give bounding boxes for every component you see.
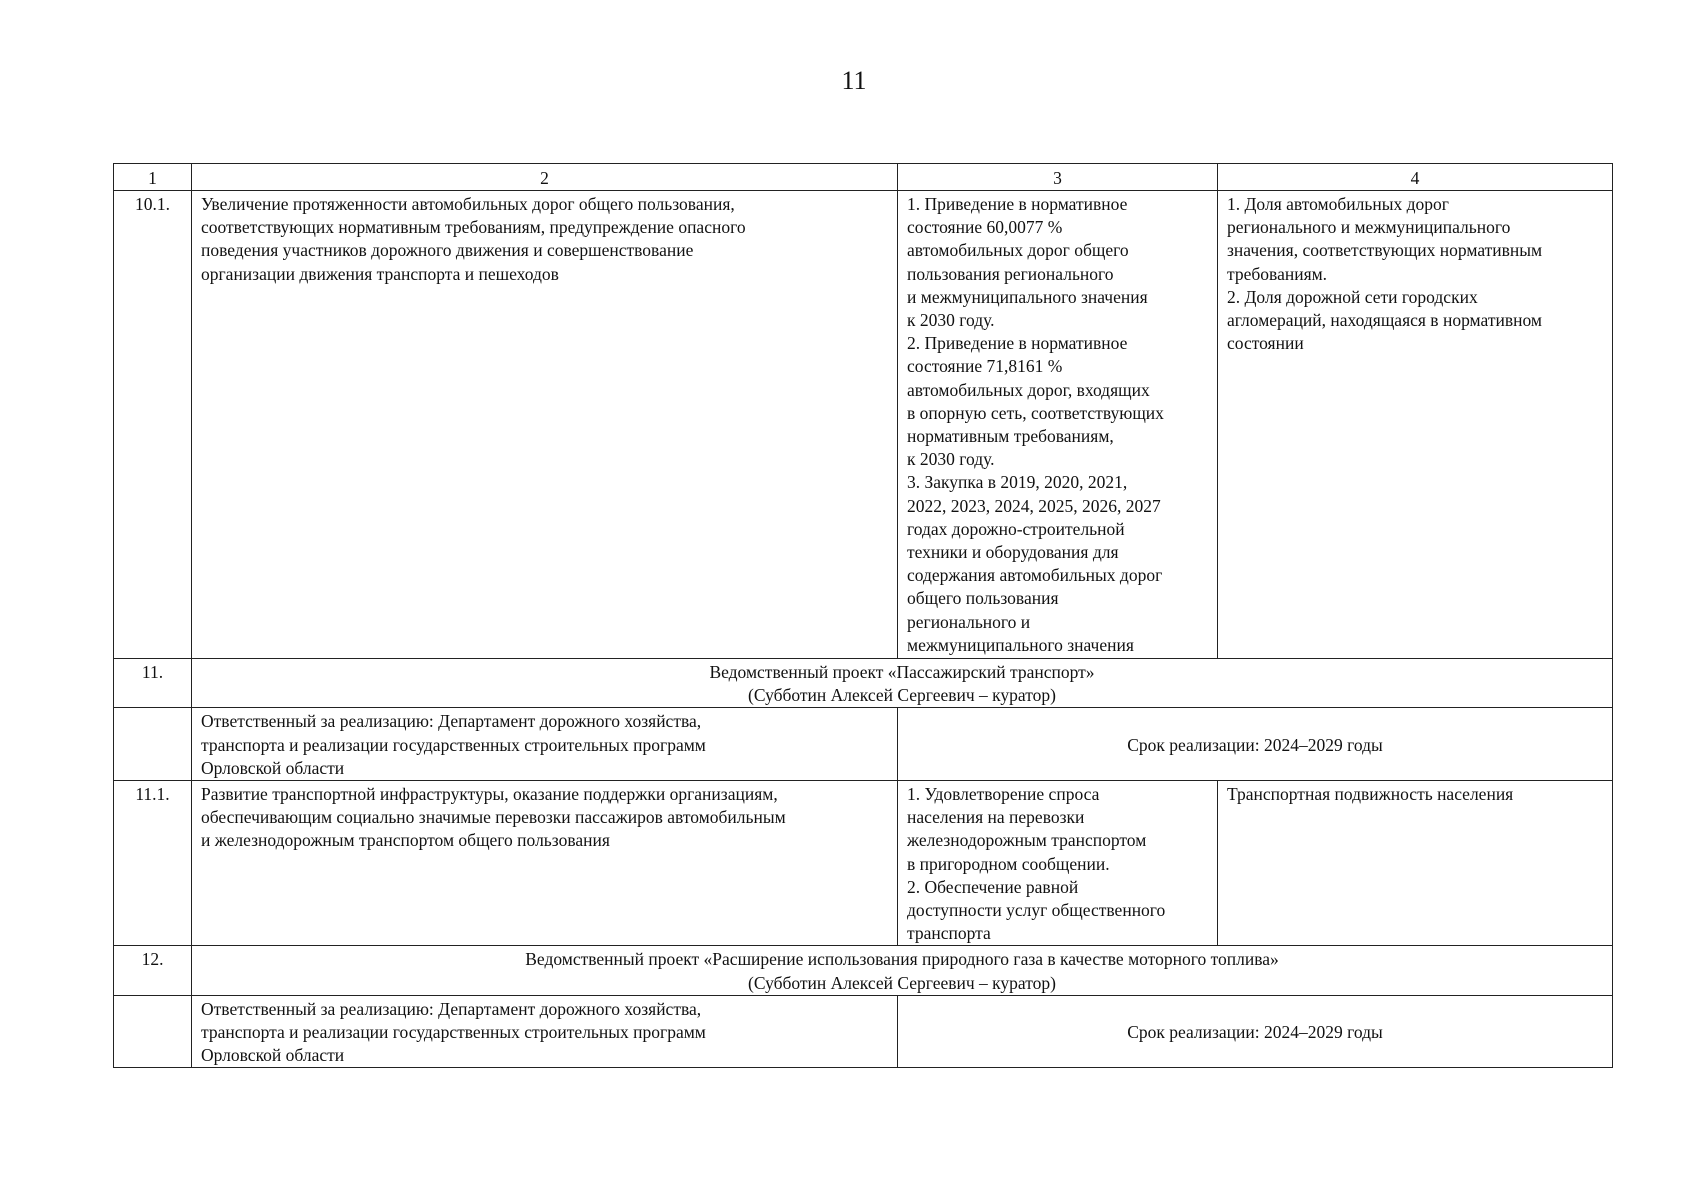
text-line: 1. Приведение в нормативное [907, 194, 1128, 214]
header-col-3: 3 [898, 164, 1218, 191]
text-line: состояние 71,8161 % [907, 356, 1063, 377]
text-line: пользования регионального [907, 263, 1114, 284]
text-line: транспорта и реализации государственных строительных программ [201, 734, 706, 755]
text-line: обеспечивающим социально значимые перевозки пассажиров автомобильным [201, 807, 786, 828]
text-line: и межмуниципального значения [907, 286, 1148, 307]
row-number: 12. [114, 946, 192, 995]
text-line: агломераций, находящаяся в нормативном [1227, 310, 1542, 331]
text-line: соответствующих нормативным требованиям, предупреждение опасного [201, 217, 746, 238]
measure-description [192, 191, 898, 659]
project-11-responsible-row [114, 708, 1613, 781]
text-line: поведения участников дорожного движения и совершенствование [201, 240, 694, 261]
indicators [1218, 191, 1613, 659]
row-number: 11.1. [114, 781, 192, 946]
project-title [192, 659, 1613, 708]
text-line: значения, соответствующих нормативным [1227, 240, 1543, 261]
header-row [114, 164, 1613, 191]
text-line: Орловской области [201, 1045, 345, 1066]
text-line: регионального и [907, 611, 1031, 632]
implementation-term: Срок реализации: 2024–2029 годы [898, 995, 1613, 1068]
expected-results [898, 191, 1218, 659]
text-line: Развитие транспортной инфраструктуры, оказание поддержки организациям, [201, 784, 778, 805]
text-line: и железнодорожным транспортом общего пользования [201, 830, 610, 851]
text-line: к 2030 году. [907, 449, 995, 470]
row-number: 11. [114, 659, 192, 708]
text-line: состояние 60,0077 % [907, 217, 1063, 238]
project-name: Ведомственный проект «Пассажирский транспорт» [709, 662, 1095, 682]
text-line: 2. Приведение в нормативное [907, 333, 1128, 354]
text-line: Увеличение протяженности автомобильных дорог общего пользования, [201, 194, 735, 214]
text-line: 1. Доля автомобильных дорог [1227, 194, 1449, 214]
text-line: железнодорожным транспортом [907, 830, 1147, 851]
implementation-term: Срок реализации: 2024–2029 годы [898, 708, 1613, 781]
measure-description [192, 781, 898, 946]
text-line: автомобильных дорог общего [907, 240, 1129, 261]
text-line: в опорную сеть, соответствующих [907, 402, 1164, 423]
text-line: нормативным требованиям, [907, 426, 1114, 447]
row-number: 10.1. [114, 191, 192, 659]
responsible-body [192, 708, 898, 781]
text-line: 2. Доля дорожной сети городских [1227, 286, 1478, 307]
text-line: межмуниципального значения [907, 634, 1134, 655]
row-11-1 [114, 781, 1613, 946]
empty-cell [114, 995, 192, 1068]
row-10-1 [114, 191, 1613, 659]
text-line: доступности услуг общественного [907, 900, 1166, 921]
text-line: Ответственный за реализацию: Департамент дорожного хозяйства, [201, 711, 702, 732]
text-line: автомобильных дорог, входящих [907, 379, 1150, 400]
text-line: 2. Обеспечение равной [907, 876, 1079, 897]
project-name: Ведомственный проект «Расширение использования природного газа в качестве моторного топлива» [525, 949, 1279, 970]
text-line: Ответственный за реализацию: Департамент дорожного хозяйства, [201, 998, 702, 1019]
text-line: населения на перевозки [907, 807, 1085, 828]
project-12-responsible-row [114, 995, 1613, 1068]
text-line: состоянии [1227, 333, 1304, 354]
text-line: общего пользования [907, 588, 1059, 609]
project-12-title-row [114, 946, 1613, 995]
expected-results [898, 781, 1218, 946]
responsible-body [192, 995, 898, 1068]
text-line: регионального и межмуниципального [1227, 217, 1511, 238]
text-line: 1. Удовлетворение спроса [907, 784, 1100, 805]
indicators [1218, 781, 1613, 946]
text-line: годах дорожно-строительной [907, 518, 1125, 539]
project-11-title-row [114, 659, 1613, 708]
text-line: к 2030 году. [907, 310, 995, 331]
page-number: 11 [841, 66, 867, 95]
empty-cell [114, 708, 192, 781]
text-line: Транспортная подвижность населения [1227, 784, 1514, 805]
text-line: содержания автомобильных дорог [907, 565, 1163, 586]
text-line: транспорта и реализации государственных строительных программ [201, 1022, 706, 1043]
project-curator: (Субботин Алексей Сергеевич – куратор) [748, 685, 1056, 706]
header-col-4: 4 [1218, 164, 1613, 191]
text-line: организации движения транспорта и пешеходов [201, 263, 559, 284]
text-line: 3. Закупка в 2019, 2020, 2021, [907, 472, 1128, 493]
text-line: техники и оборудования для [907, 542, 1119, 563]
header-col-2: 2 [192, 164, 898, 191]
program-table [113, 163, 1613, 1068]
text-line: 2022, 2023, 2024, 2025, 2026, 2027 [907, 495, 1161, 516]
header-col-1: 1 [114, 164, 192, 191]
text-line: Орловской области [201, 757, 345, 778]
project-title [192, 946, 1613, 995]
text-line: требованиям. [1227, 263, 1328, 284]
text-line: в пригородном сообщении. [907, 853, 1110, 874]
project-curator: (Субботин Алексей Сергеевич – куратор) [748, 972, 1056, 993]
text-line: транспорта [907, 923, 991, 944]
